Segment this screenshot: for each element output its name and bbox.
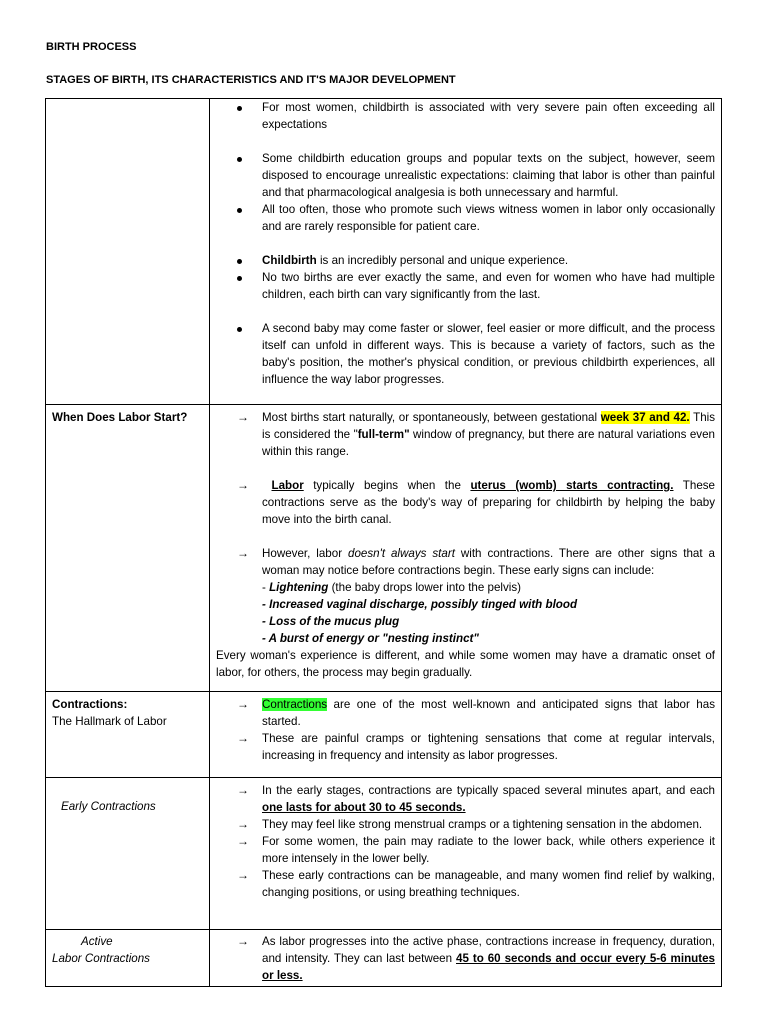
document-title: BIRTH PROCESS (46, 41, 137, 53)
row-label: Early Contractions (61, 800, 156, 813)
arrow-list (217, 409, 715, 579)
row-sublabel: The Hallmark of Labor (52, 715, 167, 728)
list-item: All too often, those who promote such views witness women in labor only occasionally and are rarely responsible for patient care. (217, 201, 715, 235)
bullet-icon (237, 99, 242, 116)
arrow-right-icon: → (237, 410, 249, 424)
row-sublabel: Labor Contractions (52, 952, 150, 965)
row-label: Active (81, 935, 113, 948)
list-item: → For some women, the pain may radiate to the lower back, while others experience it more intensely in the lower belly. (237, 834, 715, 865)
content-table (45, 98, 722, 987)
document-subtitle: STAGES OF BIRTH, ITS CHARACTERISTICS AND IT'S MAJOR DEVELOPMENT (46, 74, 456, 86)
row-content-cell (210, 930, 722, 987)
bullet-icon (237, 320, 242, 337)
sign-item: - A burst of energy or "nesting instinct" (262, 632, 479, 645)
arrow-right-icon: → (237, 731, 249, 745)
list-item: → As labor progresses into the active phase, contractions increase in frequency, duration, and intensity. They can last between 45 to 60 seconds and occur every 5-6 minutes or less. (237, 934, 715, 982)
list-item: Childbirth is an incredibly personal and unique experience. (217, 252, 715, 269)
list-item: → In the early stages, contractions are typically spaced several minutes apart, and each one lasts for about 30 to 45 seconds. (237, 783, 715, 814)
summary-text: Every woman's experience is different, and while some women may have a dramatic onset of labor, for others, the process may begin gradually. (216, 649, 715, 679)
arrow-right-icon: → (237, 783, 249, 797)
arrow-right-icon: → (237, 834, 249, 848)
sign-item: - Loss of the mucus plug (262, 615, 400, 628)
table-row (46, 930, 722, 987)
sign-item: - Lightening (the baby drops lower into the pelvis) (262, 581, 522, 594)
arrow-list (217, 933, 715, 984)
row-label: When Does Labor Start? (52, 411, 188, 424)
table-row (46, 778, 722, 930)
list-item: For most women, childbirth is associated with very severe pain often exceeding all expectations (217, 99, 715, 133)
table-row (46, 99, 722, 405)
row-label-cell (46, 99, 210, 405)
arrow-right-icon: → (237, 697, 249, 711)
arrow-list (217, 782, 715, 901)
row-content-cell (210, 99, 722, 405)
arrow-right-icon: → (237, 817, 249, 831)
list-item: → Most births start naturally, or spontaneously, between gestational week 37 and 42. This is considered the "full-term" window of pregnancy, but there are natural variations even within this range. (237, 410, 716, 458)
bullet-icon (237, 252, 242, 269)
arrow-list (217, 696, 715, 764)
bullet-icon (237, 269, 242, 286)
list-item: → Labor typically begins when the uterus (womb) starts contracting. These contractions serve as the body's way of preparing for childbirth by helping the baby move into the birth canal. (237, 478, 716, 526)
list-item: → These early contractions can be manageable, and many women find relief by walking, changing positions, or using breathing techniques. (237, 868, 715, 899)
arrow-right-icon: → (237, 868, 249, 882)
row-content-cell (210, 405, 722, 692)
row-label-cell (46, 405, 210, 692)
table-row (46, 405, 722, 692)
bullet-icon (237, 201, 242, 218)
row-label-cell (46, 778, 210, 930)
list-item: No two births are ever exactly the same, and even for women who have had multiple children, each birth can vary significantly from the last. (217, 269, 715, 303)
row-label: Contractions: (52, 698, 128, 711)
list-item: → Contractions are one of the most well-known and anticipated signs that labor has started. (237, 697, 715, 728)
list-item: → They may feel like strong menstrual cramps or a tightening sensation in the abdomen. (237, 817, 703, 831)
table-row (46, 692, 722, 778)
arrow-right-icon: → (237, 546, 249, 560)
bullet-list (217, 99, 715, 388)
list-item: Some childbirth education groups and popular texts on the subject, however, seem disposed to encourage unrealistic expectations: claiming that labor is other than painful and that pharmacological analgesia is both unnecessary and harmful. (217, 150, 715, 201)
row-label-cell (46, 930, 210, 987)
sign-item: - Increased vaginal discharge, possibly tinged with blood (262, 598, 578, 611)
list-item: → However, labor doesn't always start with contractions. There are other signs that a woman may notice before contractions begin. These early signs can include: (237, 546, 715, 577)
row-content-cell (210, 778, 722, 930)
arrow-right-icon: → (237, 478, 249, 492)
list-item: → These are painful cramps or tightening sensations that come at regular intervals, increasing in frequency and intensity as labor progresses. (237, 731, 715, 762)
list-item: A second baby may come faster or slower, feel easier or more difficult, and the process itself can unfold in different ways. This is because a variety of factors, such as the baby's position, the mother's physical condition, or previous childbirth experiences, all influence the way labor progresses. (217, 320, 715, 388)
bullet-icon (237, 150, 242, 167)
arrow-right-icon: → (237, 934, 249, 948)
row-label-cell (46, 692, 210, 778)
row-content-cell (210, 692, 722, 778)
